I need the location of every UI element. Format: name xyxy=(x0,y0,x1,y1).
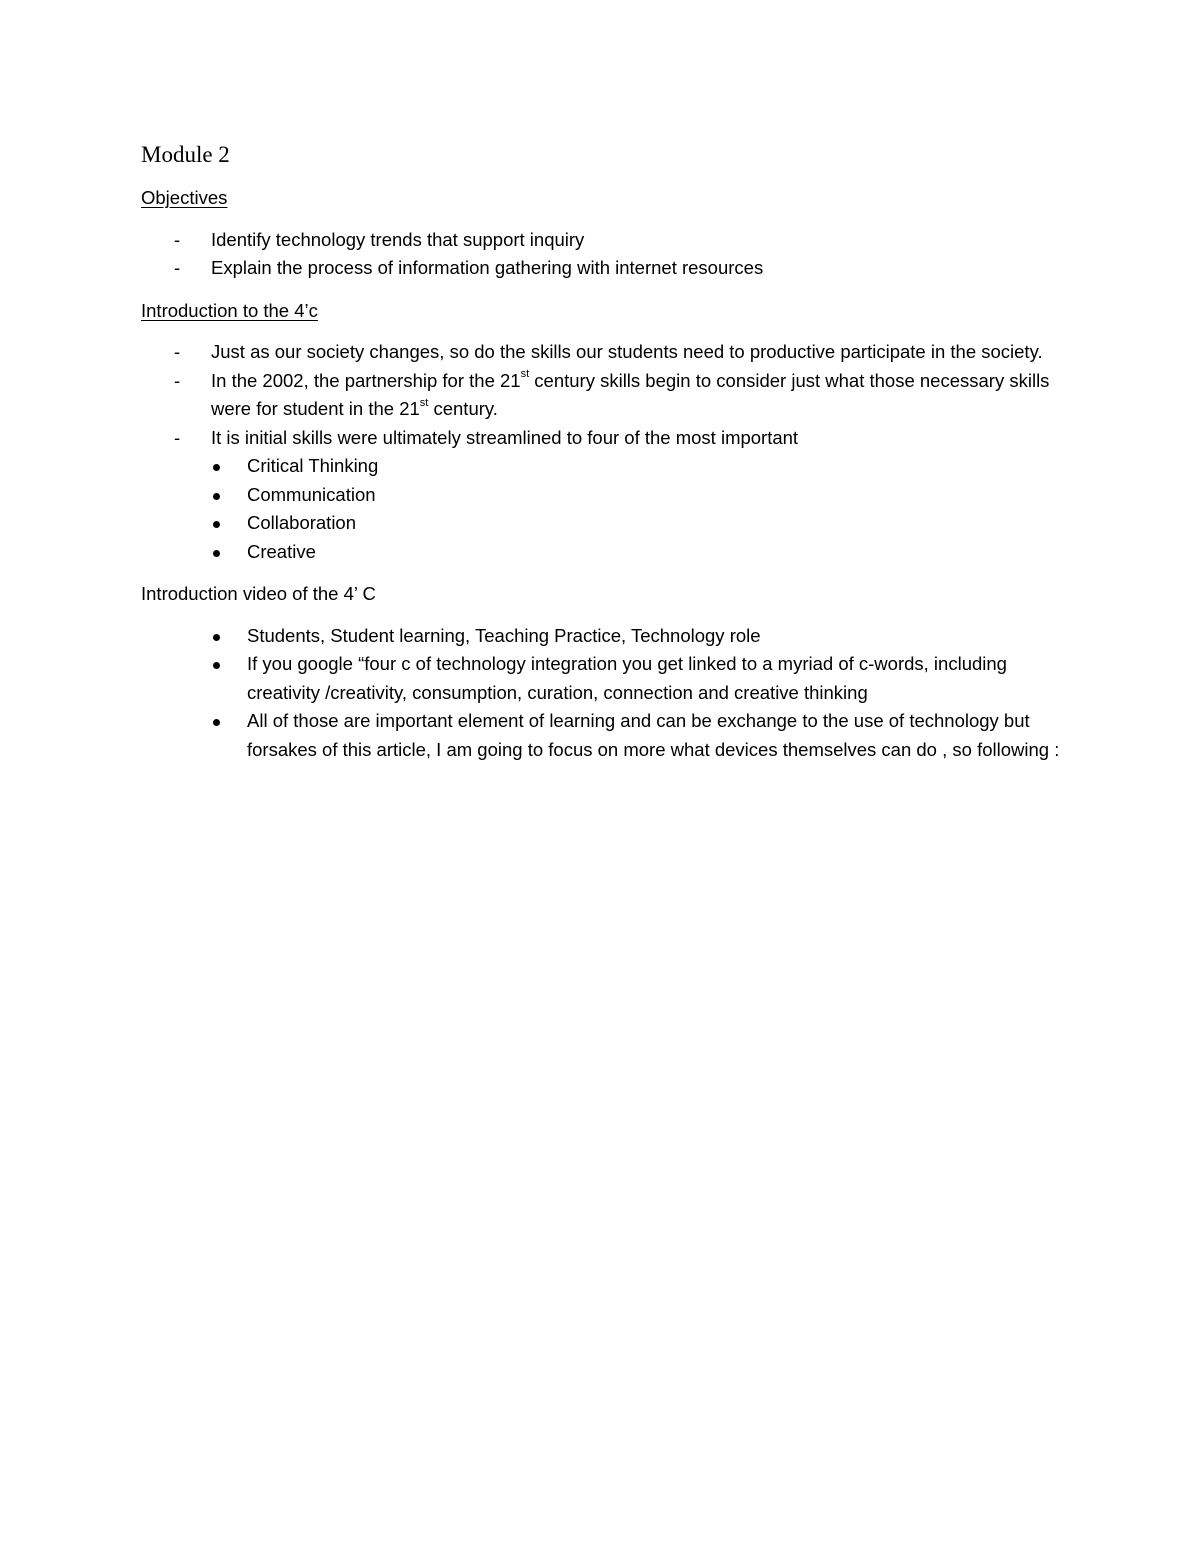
bullet-icon xyxy=(213,634,220,641)
intro-video-list xyxy=(141,622,1061,765)
document-body xyxy=(141,140,1061,764)
list-item xyxy=(141,338,1061,367)
intro-video-text: If you google “four c of technology integration you get linked to a myriad of c-words, including creativity /creativity, consumption, curation, connection and creative thinking xyxy=(247,653,1007,703)
skill-text: Collaboration xyxy=(247,512,357,533)
objectives-heading xyxy=(141,184,1061,213)
dash-marker: - xyxy=(174,341,181,362)
intro-video-heading-text: Introduction video of the 4’ C xyxy=(141,583,376,604)
objective-text: Explain the process of information gathering with internet resources xyxy=(211,257,764,278)
skill-text: Critical Thinking xyxy=(247,455,379,476)
bullet-icon xyxy=(213,464,220,471)
intro-4c-heading xyxy=(141,297,1061,326)
intro-4c-text: Just as our society changes, so do the skills our students need to productive participate in the society. xyxy=(211,341,1043,362)
objective-text: Identify technology trends that support inquiry xyxy=(211,228,585,250)
intro-video-heading xyxy=(141,580,1061,609)
intro-video-text: All of those are important element of learning and can be exchange to the use of technology but forsakes of this article, I am going to focus on more what devices themselves can do , so following : xyxy=(247,710,1060,760)
objectives-list xyxy=(141,226,1061,283)
skill-text: Creative xyxy=(247,540,316,562)
text-part: century. xyxy=(428,398,498,419)
superscript: st xyxy=(520,368,530,381)
superscript: st xyxy=(419,396,429,409)
intro-4c-text: It is initial skills were ultimately streamlined to four of the most important xyxy=(211,426,799,448)
list-item xyxy=(141,650,1061,707)
bullet-icon xyxy=(213,662,220,669)
list-item xyxy=(141,538,1061,567)
text-part: century skills begin to consider just what those necessary skills were for student in the 21 xyxy=(211,369,1050,419)
text-part: In the 2002, the partnership for the 21 xyxy=(211,369,521,391)
skill-text: Communication xyxy=(247,483,376,505)
intro-4c-text xyxy=(211,370,1049,420)
bullet-icon xyxy=(213,493,220,500)
list-item xyxy=(141,367,1061,424)
list-item xyxy=(141,452,1061,481)
dash-marker: - xyxy=(174,257,181,278)
intro-4c-list xyxy=(141,338,1061,566)
list-item xyxy=(141,254,1061,283)
list-item xyxy=(141,707,1061,764)
dash-marker: - xyxy=(174,426,181,448)
objectives-heading-text: Objectives xyxy=(141,187,228,208)
skills-list xyxy=(211,452,1061,566)
bullet-icon xyxy=(213,521,220,528)
list-item xyxy=(141,622,1061,651)
list-item xyxy=(141,509,1061,538)
document-title: Module 2 xyxy=(141,142,230,167)
list-item xyxy=(141,226,1061,255)
intro-4c-heading-text: Introduction to the 4’c xyxy=(141,299,318,321)
intro-video-text: Students, Student learning, Teaching Practice, Technology role xyxy=(247,624,761,646)
dash-marker: - xyxy=(174,369,181,391)
list-item xyxy=(141,481,1061,510)
bullet-icon xyxy=(213,550,220,557)
bullet-icon xyxy=(213,719,220,726)
dash-marker: - xyxy=(174,228,181,250)
list-item xyxy=(141,424,1061,567)
